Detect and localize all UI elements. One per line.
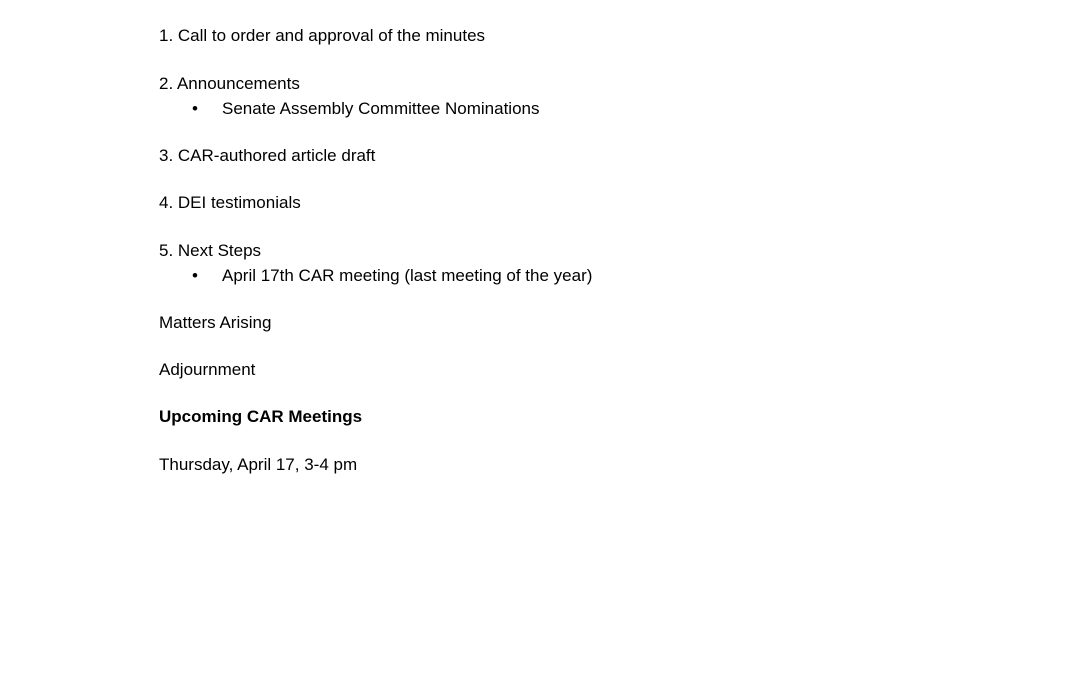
agenda-item-dei-testimonials: 4. DEI testimonials (159, 193, 301, 212)
agenda-item-announcements: 2. Announcements (159, 74, 300, 93)
upcoming-meeting-date: Thursday, April 17, 3-4 pm (159, 455, 358, 474)
bullet-text: Senate Assembly Committee Nominations (222, 99, 540, 118)
matters-arising: Matters Arising (159, 313, 272, 332)
upcoming-meetings-heading: Upcoming CAR Meetings (159, 407, 363, 426)
bullet-icon: • (192, 266, 198, 285)
agenda-item-next-steps: 5. Next Steps (159, 241, 262, 260)
agenda-item-call-to-order: 1. Call to order and approval of the minutes (159, 26, 486, 45)
adjournment: Adjournment (159, 360, 256, 379)
agenda-item-article-draft: 3. CAR-authored article draft (159, 146, 376, 165)
bullet-text: April 17th CAR meeting (last meeting of the year) (222, 266, 593, 285)
bullet-icon: • (192, 99, 198, 118)
